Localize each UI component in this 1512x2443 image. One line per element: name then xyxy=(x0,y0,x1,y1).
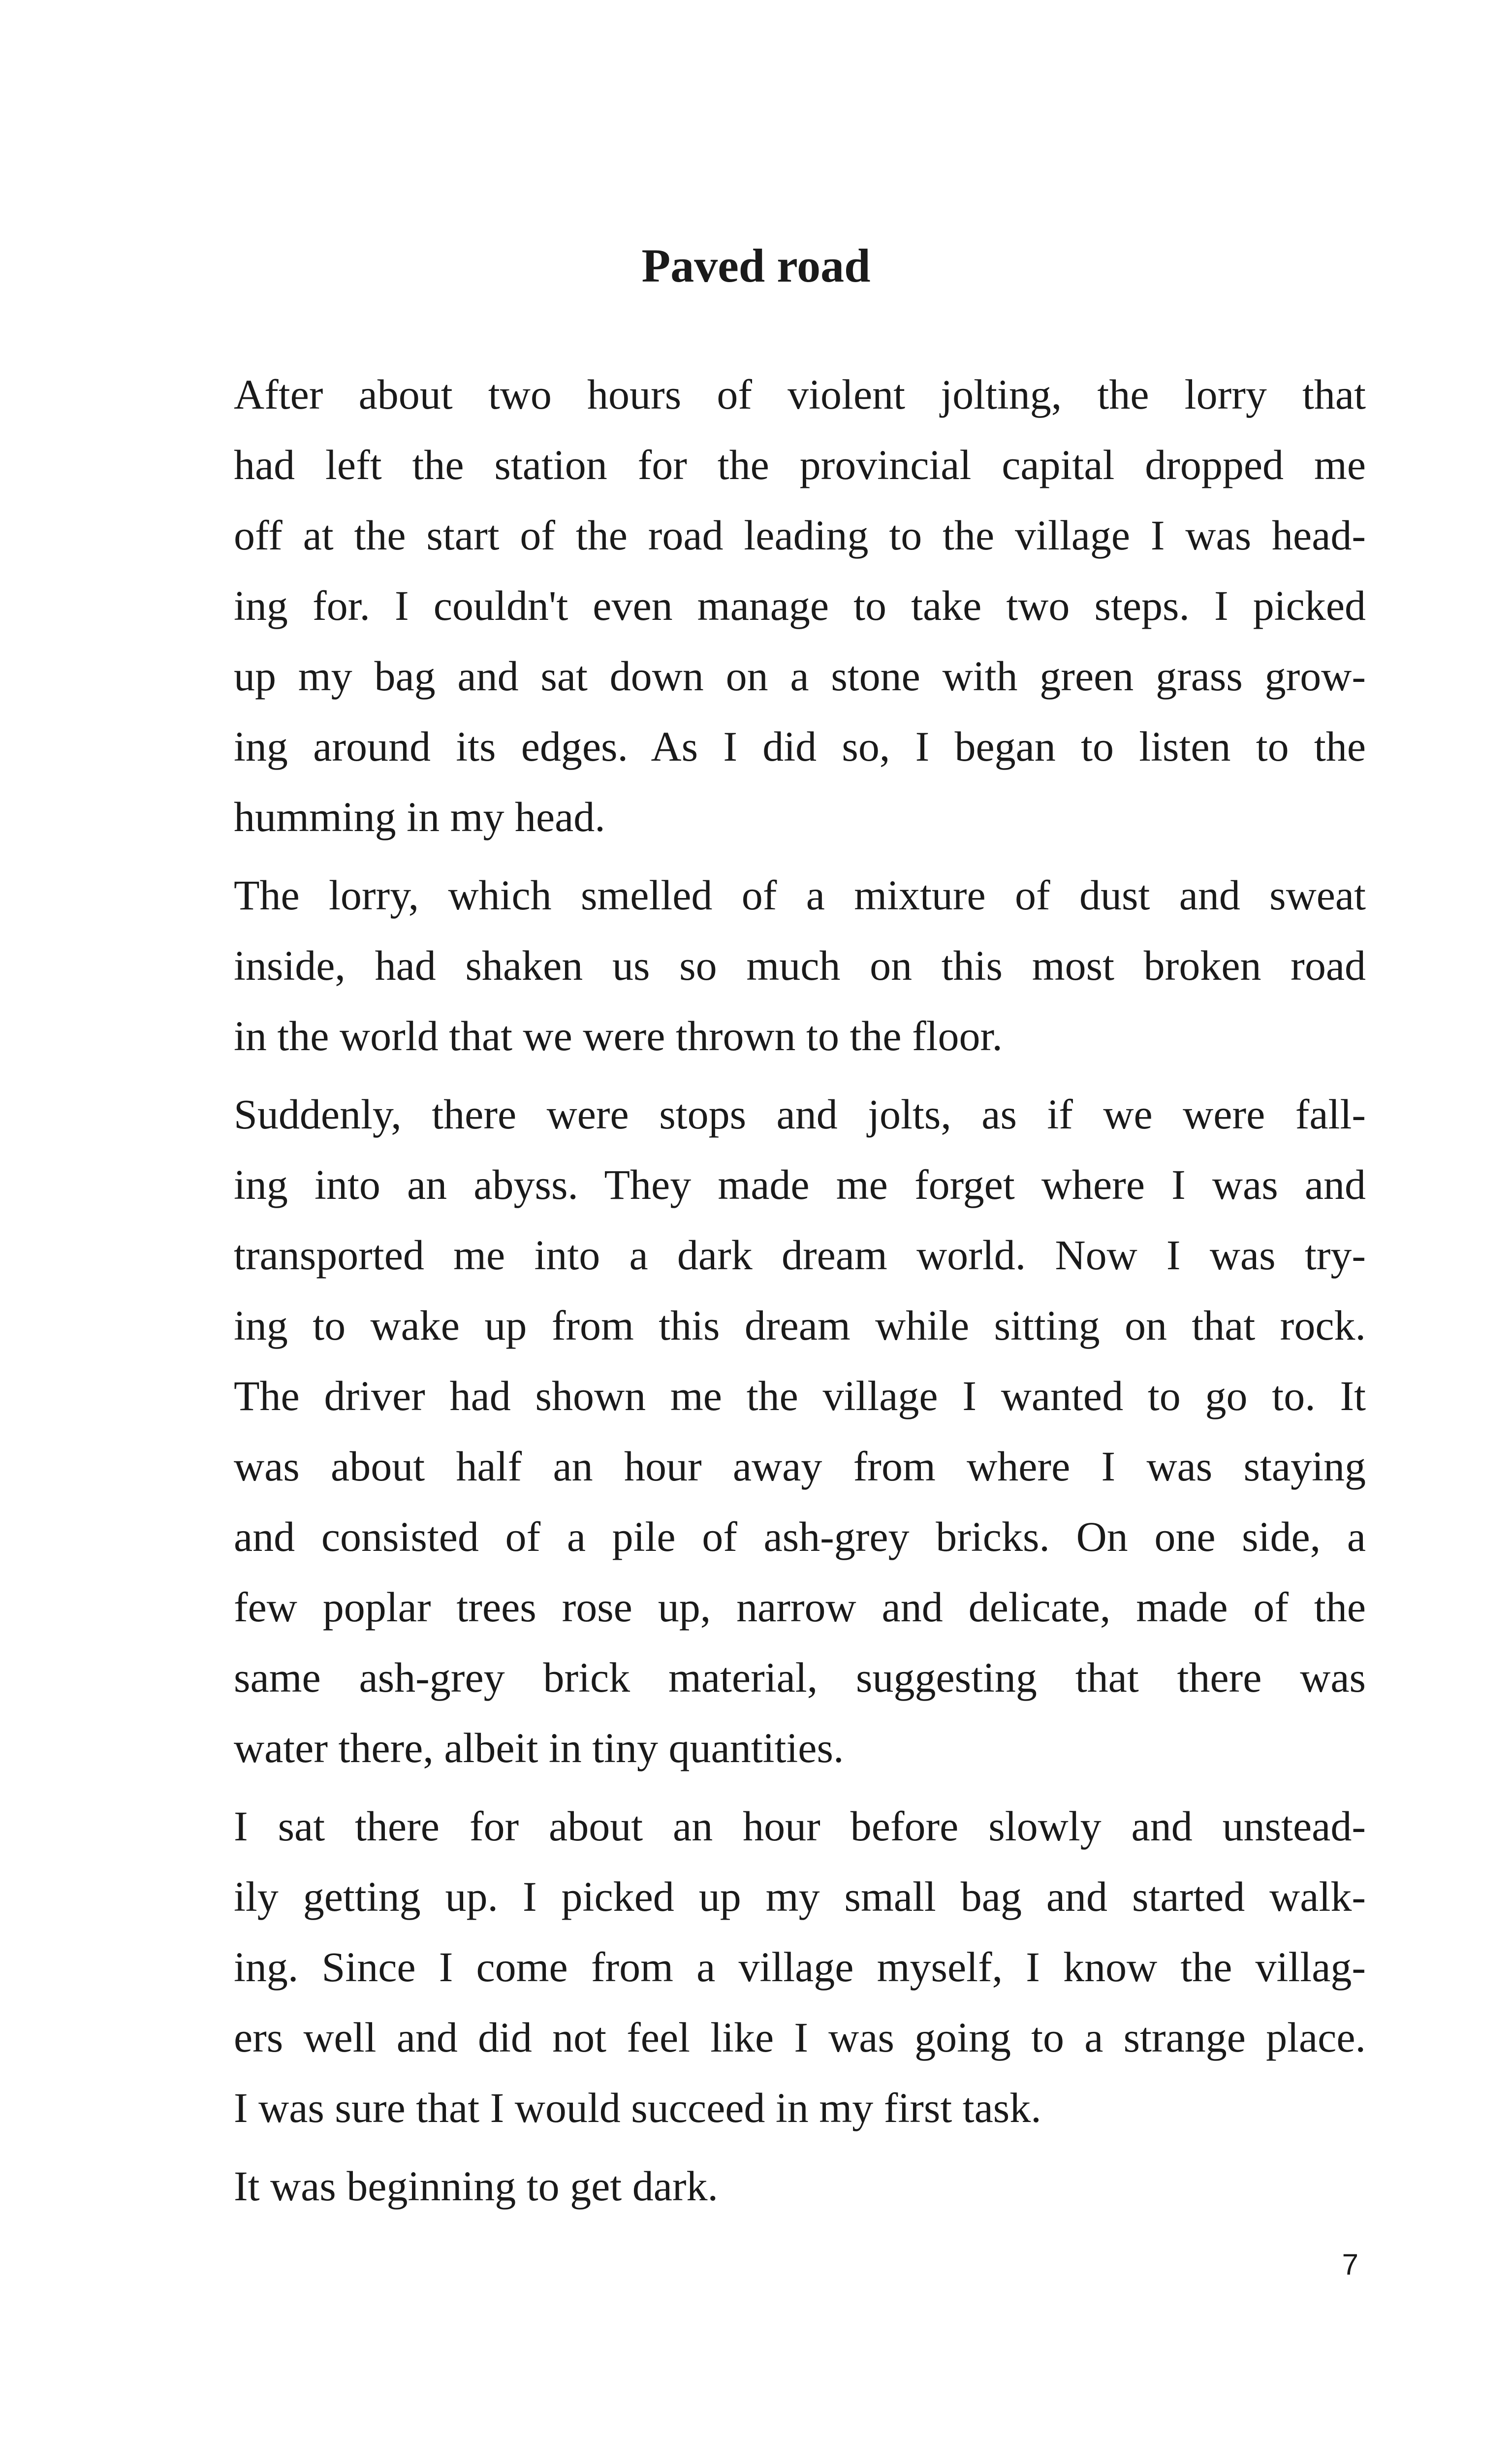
body-text xyxy=(199,359,1366,2229)
paragraph-2 xyxy=(199,860,1366,1071)
paragraph-3 xyxy=(199,1079,1366,1783)
paragraph-4 xyxy=(199,1791,1366,2143)
text-line: I sat there for about an hour before slowly and unstead- xyxy=(234,1802,1366,1850)
text-line: ing to wake up from this dream while sitting on that rock. xyxy=(234,1302,1366,1349)
text-line: I was sure that I would succeed in my first task. xyxy=(234,2084,1041,2131)
text-line: and consisted of a pile of ash-grey bricks. On one side, a xyxy=(234,1513,1366,1560)
text-line: ers well and did not feel like I was going to a strange place. xyxy=(234,2014,1366,2061)
text-line: ily getting up. I picked up my small bag and started walk- xyxy=(234,1873,1366,1920)
text-line: had left the station for the provincial capital dropped me xyxy=(234,441,1366,488)
text-line: ing around its edges. As I did so, I began to listen to the xyxy=(234,723,1366,770)
text-line: was about half an hour away from where I was staying xyxy=(234,1443,1366,1490)
text-line: few poplar trees rose up, narrow and delicate, made of the xyxy=(234,1583,1366,1631)
text-line: ing. Since I come from a village myself, I know the villag- xyxy=(234,1943,1366,1991)
text-line: It was beginning to get dark. xyxy=(234,2162,719,2210)
text-line: in the world that we were thrown to the floor. xyxy=(234,1012,1003,1060)
text-line: After about two hours of violent jolting, the lorry that xyxy=(234,371,1366,418)
paragraph-5 xyxy=(199,2151,1366,2221)
text-line: ing into an abyss. They made me forget where I was and xyxy=(234,1161,1366,1208)
text-line: inside, had shaken us so much on this most broken road xyxy=(234,942,1366,989)
chapter-title: Paved road xyxy=(641,239,871,292)
paragraph-1 xyxy=(199,359,1366,852)
page-number: 7 xyxy=(1342,2248,1358,2281)
text-line: humming in my head. xyxy=(234,793,605,840)
text-line: off at the start of the road leading to the village I was head- xyxy=(234,512,1366,559)
text-line: The driver had shown me the village I wanted to go to. It xyxy=(234,1372,1366,1419)
text-line: transported me into a dark dream world. Now I was try- xyxy=(234,1231,1366,1279)
text-line: Suddenly, there were stops and jolts, as if we were fall- xyxy=(234,1091,1366,1138)
text-line: ing for. I couldn't even manage to take two steps. I picked xyxy=(234,582,1366,629)
text-line: same ash-grey brick material, suggesting that there was xyxy=(234,1654,1366,1701)
text-line: water there, albeit in tiny quantities. xyxy=(234,1724,844,1771)
text-line: The lorry, which smelled of a mixture of dust and sweat xyxy=(234,871,1366,919)
text-line: up my bag and sat down on a stone with green grass grow- xyxy=(234,652,1366,700)
